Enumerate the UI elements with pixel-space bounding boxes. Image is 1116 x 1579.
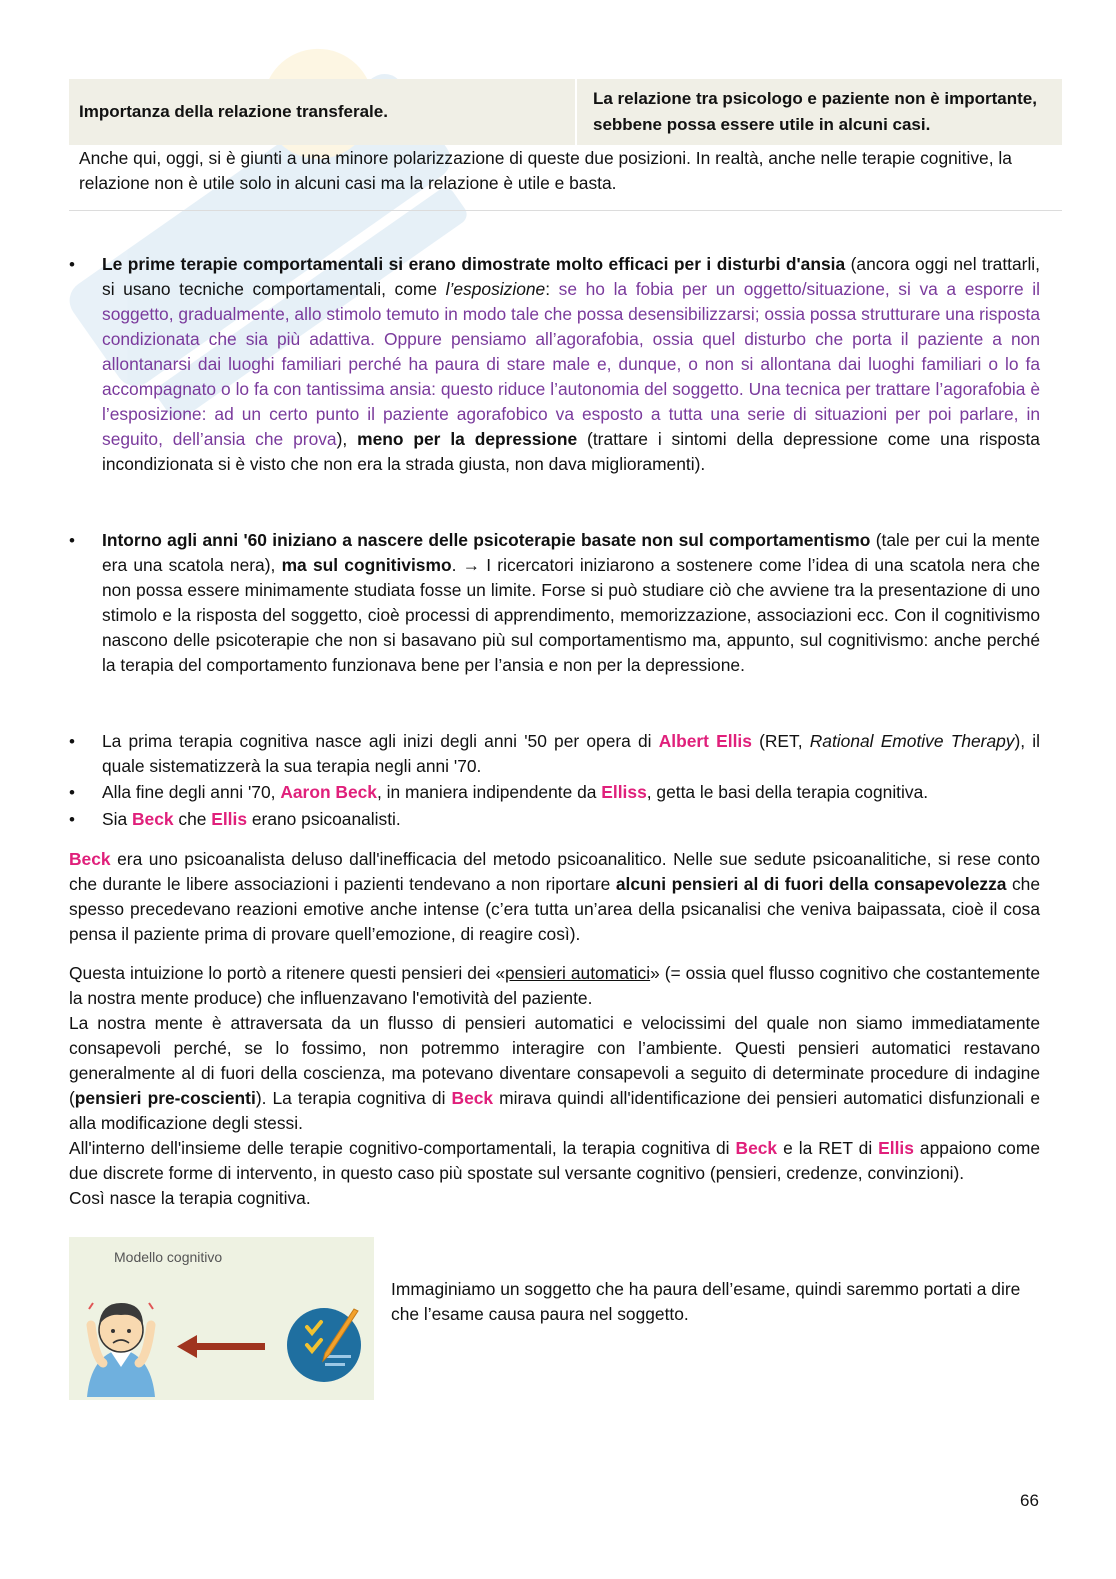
left-arrow-icon xyxy=(177,1335,265,1358)
figure-graphic xyxy=(69,1237,374,1400)
list-item xyxy=(69,807,1040,832)
text: (ancora oggi nel trattarli, si usano tecniche comportamentali, come xyxy=(102,254,1040,299)
text: (trattare i sintomi della depressione come una risposta incondizionata si è visto che non era la strada giusta, non dava miglioramenti). xyxy=(102,429,1040,474)
bullet-list-3 xyxy=(69,729,1040,832)
italic-text: Rational Emotive Therapy xyxy=(809,731,1015,751)
author-name: Beck xyxy=(131,809,174,829)
author-name: Albert Ellis xyxy=(658,731,752,751)
text: : xyxy=(545,279,559,299)
text: e la RET di xyxy=(777,1138,879,1158)
author-name: Beck xyxy=(69,849,111,869)
author-name: Ellis xyxy=(878,1138,914,1158)
text-line xyxy=(69,1136,1040,1186)
text: ), xyxy=(336,429,358,449)
text: erano psicoanalisti. xyxy=(247,809,401,829)
text: ). La terapia cognitiva di xyxy=(255,1088,452,1108)
text: che spesso precedevano reazioni emotive anche intense (c’era tutta un’area della psicanalisi che veniva baipassata, cioè il cosa pensa il paziente prima di provare quell’emozione, di reagire così). xyxy=(69,874,1040,944)
author-name: Aaron Beck xyxy=(280,782,377,802)
text: La nostra mente è attraversata da un flusso di pensieri automatici e velocissimi del quale non siamo immediatamente consapevoli perché, se lo fossimo, non potremmo interagire con l’ambiente. Questi pensieri automatici restavano generalmente al di fuori della coscienza, ma potevano diventare consapevoli a seguito di determinate procedure di indagine ( xyxy=(69,1013,1040,1108)
text-line: Così nasce la terapia cognitiva. xyxy=(69,1188,311,1208)
comparison-table xyxy=(69,79,1062,196)
author-name: Ellis xyxy=(211,809,248,829)
bold-text: Le prime terapie comportamentali si erano dimostrate molto efficaci per i disturbi d'ansia xyxy=(102,254,846,274)
divider xyxy=(69,210,1062,211)
author-name: Beck xyxy=(451,1088,494,1108)
figure-title: Modello cognitivo xyxy=(114,1249,223,1265)
text: » (= ossia quel flusso cognitivo che costantemente la nostra mente produce) che influenzavano l'emotività del paziente. xyxy=(69,963,1040,1008)
paragraph xyxy=(69,961,1040,1211)
page-number: 66 xyxy=(1020,1491,1039,1510)
exam-checklist-icon xyxy=(287,1308,361,1382)
text: , in maniera indipendente da xyxy=(376,782,602,802)
text: (RET, xyxy=(751,731,810,751)
cognitive-model-figure xyxy=(69,1237,374,1400)
author-name: Elliss xyxy=(601,782,647,802)
text-line xyxy=(69,961,1040,1011)
text: All'interno dell'insieme delle terapie cognitivo-comportamentali, la terapia cognitiva di xyxy=(69,1138,736,1158)
bold-text: ma sul cognitivismo xyxy=(281,555,452,575)
text: Questa intuizione lo portò a ritenere questi pensieri dei « xyxy=(69,963,506,983)
bold-text: Intorno agli anni '60 iniziano a nascere delle psicoterapie basate non sul comportamentismo xyxy=(102,530,871,550)
text: che xyxy=(173,809,212,829)
bold-text: pensieri pre-coscienti xyxy=(74,1088,256,1108)
worried-person-icon xyxy=(87,1303,155,1397)
bold-text: meno per la depressione xyxy=(357,429,578,449)
list-item xyxy=(69,528,1040,678)
text: . → I ricercatori iniziarono a sostenere come l’idea di una scatola nera che non possa essere minimamente studiata fosse un limite. Forse si può studiare ciò che avviene tra la presentazione di uno stimolo e la risposta del soggetto, cioè processi di apprendimento, memorizzazione, associazioni ecc. Con il cognitivismo nascono delle psicoterapie che non si basavano più sul comportamentismo ma, appunto, sul cognitivismo: anche perché la terapia del comportamento funzionava bene per l’ansia e non per la depressione. xyxy=(102,555,1040,675)
paragraph xyxy=(69,847,1040,947)
text: Sia xyxy=(102,809,132,829)
list-item xyxy=(69,729,1040,779)
text: appaiono come due discrete forme di intervento, in questo caso più spostate sul versante cognitivo (pensieri, credenze, convinzioni). xyxy=(69,1138,1040,1183)
table-note: Anche qui, oggi, si è giunti a una minore polarizzazione di queste due posizioni. In realtà, anche nelle terapie cognitive, la relazione non è utile solo in alcuni casi ma la relazione è utile e basta. xyxy=(79,148,1012,193)
comparison-row xyxy=(69,79,1062,145)
text: La prima terapia cognitiva nasce agli inizi degli anni '50 per opera di xyxy=(102,731,659,751)
text: mirava quindi all'identificazione dei pensieri automatici disfunzionali e alla modificazione degli stessi. xyxy=(69,1088,1040,1133)
underlined-text: pensieri automatici xyxy=(505,963,651,983)
list-item xyxy=(69,252,1040,477)
list-item xyxy=(69,780,1040,805)
example-text: se ho la fobia per un oggetto/situazione, si va a esporre il soggetto, gradualmente, allo stimolo temuto in modo tale che possa desensibilizzarsi; ossia possa strutturare una risposta condizionata che sia più adattiva. Oppure pensiamo all’agorafobia, ossia quel disturbo che porta il paziente a non allontanarsi dai luoghi familiari perché ha paura di stare male e, dunque, o non si allontana dai luoghi familiari o lo fa accompagnato o lo fa con tantissima ansia: questo riduce l’autonomia del soggetto. Una tecnica per trattare l’agorafobia è l’esposizione: ad un certo punto il paziente agorafobico va esposto a tutta una serie di situazioni per poi parlare, in seguito, dell’ansia che prova xyxy=(102,279,1040,449)
bullet-list-2 xyxy=(69,528,1040,678)
bullet-list-1 xyxy=(69,252,1040,477)
bold-text: alcuni pensieri al di fuori della consapevolezza xyxy=(615,874,1007,894)
author-name: Beck xyxy=(735,1138,778,1158)
left-heading: Importanza della relazione transferale. xyxy=(69,79,575,145)
text-line xyxy=(69,1011,1040,1136)
text: (tale per cui la mente era una scatola nera), xyxy=(102,530,1040,575)
text: , getta le basi della terapia cognitiva. xyxy=(646,782,929,802)
text: era uno psicoanalista deluso dall'inefficacia del metodo psicoanalitico. Nelle sue sedute psicoanalitiche, si rese conto che durante le libere associazioni i pazienti tendevano a non riportare xyxy=(69,849,1040,894)
italic-text: l’esposizione xyxy=(445,279,546,299)
text: ), il quale sistematizzerà la sua terapia negli anni '70. xyxy=(102,731,1041,776)
right-heading: La relazione tra psicologo e paziente non è importante, sebbene possa essere utile in alcuni casi. xyxy=(577,79,1062,145)
figure-caption: Immaginiamo un soggetto che ha paura dell’esame, quindi saremmo portati a dire che l’esame causa paura nel soggetto. xyxy=(391,1279,1021,1324)
text: Alla fine degli anni '70, xyxy=(102,782,281,802)
